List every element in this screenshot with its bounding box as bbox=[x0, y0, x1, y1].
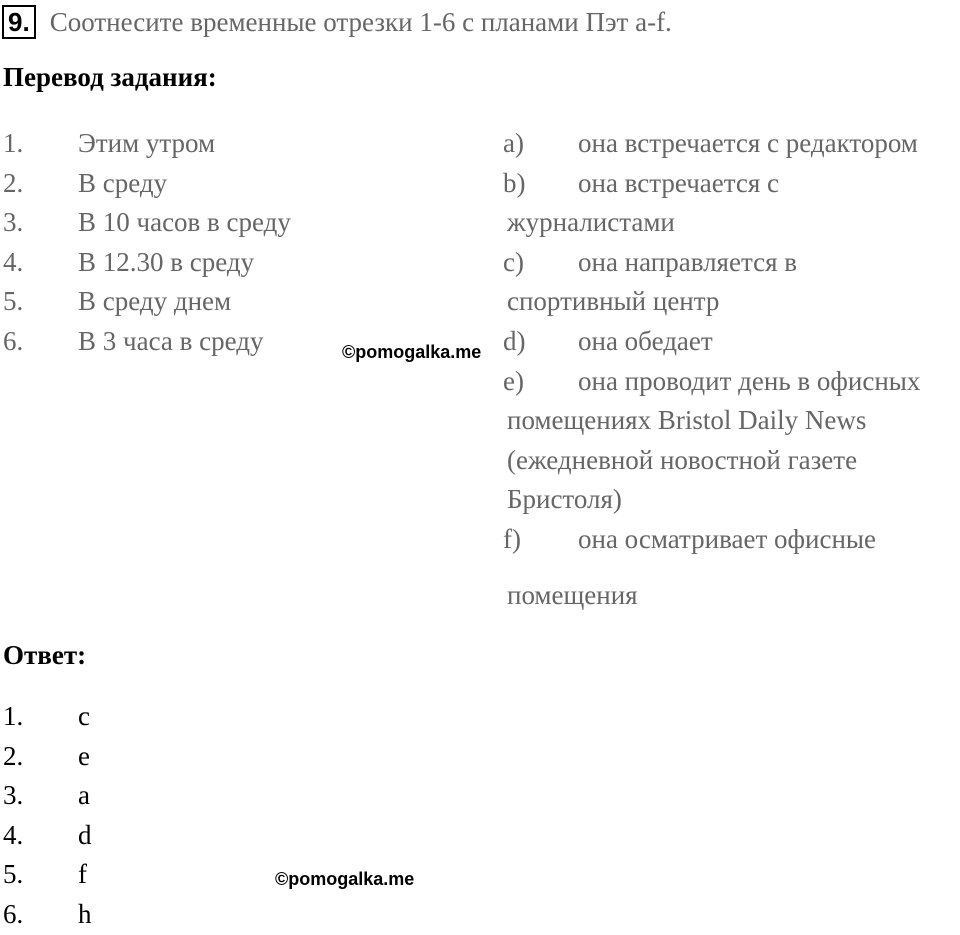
list-item bbox=[3, 124, 483, 164]
answer-number: 6. bbox=[3, 898, 24, 929]
answer-number: 5. bbox=[3, 859, 24, 890]
list-item bbox=[3, 737, 303, 777]
item-number: 2. bbox=[3, 167, 24, 198]
item-text: Этим утром bbox=[78, 128, 216, 158]
plan-text: она обедает bbox=[578, 326, 713, 356]
plan-letter: c) bbox=[503, 247, 524, 277]
list-item bbox=[3, 776, 303, 816]
plan-b-continuation: журналистами bbox=[507, 207, 675, 237]
plan-letter: d) bbox=[503, 326, 526, 356]
plan-letter: b) bbox=[503, 168, 526, 198]
plan-text: она встречается с bbox=[578, 168, 780, 198]
plan-e-continuation-1: помещениях Bristol Daily News bbox=[507, 405, 867, 435]
answer-value: c bbox=[78, 701, 90, 731]
plan-e-continuation-3: Бристоля) bbox=[507, 484, 622, 514]
answer-number: 3. bbox=[3, 780, 24, 811]
item-text: В 10 часов в среду bbox=[78, 207, 291, 238]
plan-text: она осматривает офисные bbox=[578, 524, 877, 554]
item-number: 3. bbox=[3, 207, 24, 238]
answer-value: d bbox=[78, 819, 92, 850]
watermark: ©pomogalka.me bbox=[275, 869, 415, 889]
answer-value: e bbox=[78, 740, 90, 771]
list-item bbox=[3, 697, 303, 737]
item-text: В среду bbox=[78, 167, 168, 198]
plan-letter: e) bbox=[503, 366, 524, 396]
plan-text: она направляется в bbox=[578, 247, 797, 277]
item-text: В 12.30 в среду bbox=[78, 246, 255, 277]
answer-title: Ответ: bbox=[3, 640, 87, 670]
answer-value: h bbox=[78, 898, 92, 929]
list-item bbox=[3, 282, 483, 322]
times-list bbox=[3, 124, 483, 362]
answers-list bbox=[3, 697, 303, 935]
item-text: В 3 часа в среду bbox=[78, 325, 264, 356]
item-number: 4. bbox=[3, 246, 24, 277]
plan-text: она встречается с редактором bbox=[578, 128, 918, 158]
answer-number: 1. bbox=[3, 701, 24, 731]
answer-value: a bbox=[78, 780, 90, 811]
list-item bbox=[3, 203, 483, 243]
task-header bbox=[2, 4, 672, 40]
translation-title: Перевод задания: bbox=[3, 62, 217, 92]
item-number: 5. bbox=[3, 286, 24, 317]
item-number: 1. bbox=[3, 128, 24, 158]
plan-letter: f) bbox=[503, 524, 521, 554]
plan-f-continuation: помещения bbox=[507, 580, 638, 610]
answer-number: 4. bbox=[3, 819, 24, 850]
list-item bbox=[3, 895, 303, 935]
plan-text: она проводит день в офисных bbox=[578, 366, 921, 396]
list-item bbox=[3, 164, 483, 204]
task-text: Соотнесите временные отрезки 1-6 с планами Пэт a-f. bbox=[49, 6, 672, 37]
item-number: 6. bbox=[3, 325, 24, 356]
plan-e-continuation-2: (ежедневной новостной газете bbox=[507, 445, 858, 475]
plan-c-continuation: спортивный центр bbox=[507, 286, 720, 316]
list-item bbox=[3, 243, 483, 283]
list-item bbox=[3, 816, 303, 856]
task-number: 9. bbox=[2, 5, 36, 39]
list-item bbox=[3, 855, 303, 895]
watermark: ©pomogalka.me bbox=[342, 342, 482, 362]
answer-number: 2. bbox=[3, 740, 24, 771]
answer-value: f bbox=[78, 859, 87, 890]
plan-letter: a) bbox=[503, 128, 524, 158]
item-text: В среду днем bbox=[78, 286, 232, 317]
